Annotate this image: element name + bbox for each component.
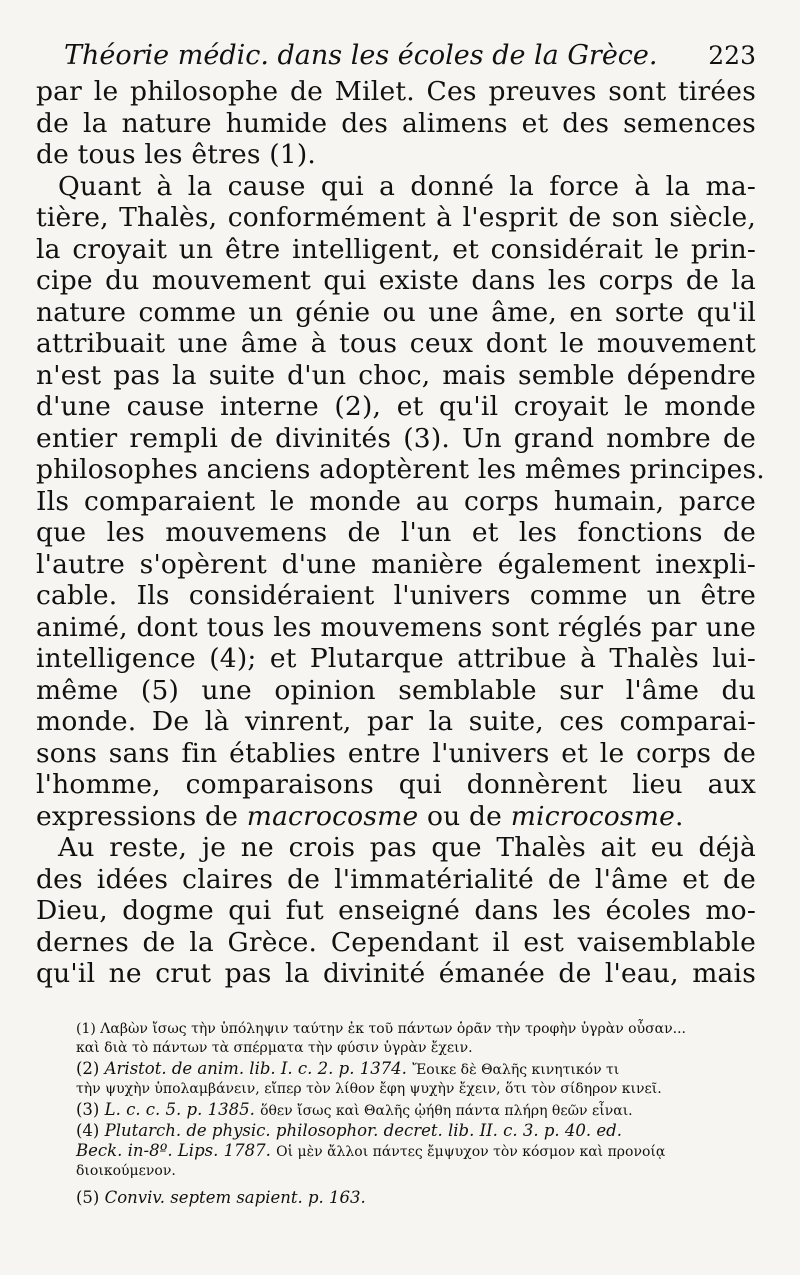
footnote-3-number: (3) xyxy=(76,1099,100,1119)
footnote-2-reference: Aristot. de anim. lib. I. c. 2. p. 1374. xyxy=(104,1058,407,1078)
body-line: que les mouvemens de l'un et les fonctions de xyxy=(36,517,756,548)
body-line: nature comme un génie ou une âme, en sorte qu'il xyxy=(36,296,756,328)
body-line: sons sans fin établies entre l'univers et le corps de xyxy=(36,737,756,769)
footnote-1-line-2: καὶ διὰ τὸ πάντων τὰ σπέρματα τὴν φύσιν ὑγρὰν ἔχειν. xyxy=(76,1040,473,1056)
body-line: par le philosophe de Milet. Ces preuves sont tirées xyxy=(36,76,756,107)
expr-mid: ou de xyxy=(418,800,511,832)
body-line: dernes de la Grèce. Cependant il est vaisemblable xyxy=(36,926,756,958)
footnote-4-reference: Plutarch. de physic. philosophor. decret. lib. II. c. 3. p. 40. ed. xyxy=(104,1121,622,1140)
page-number: 223 xyxy=(708,41,756,70)
footnote-4-line-3: διοικούμενον. xyxy=(76,1163,176,1179)
body-line: Au reste, je ne crois pas que Thalès ait eu déjà xyxy=(58,832,756,863)
body-line: Quant à la cause qui a donné la force à la ma- xyxy=(58,170,756,202)
footnote-2-number: (2) xyxy=(76,1058,100,1078)
footnote-4-line-2 xyxy=(36,1141,756,1163)
footnote-2-line-1 xyxy=(36,1059,756,1081)
body-line: l'autre s'opèrent d'une manière également inexpli- xyxy=(36,548,756,580)
body-line: Ils comparaient le monde au corps humain, parce xyxy=(36,485,756,517)
body-line: n'est pas la suite d'un choc, mais semble dépendre xyxy=(36,359,756,391)
footnote-2-greek: Ἔοικε δὲ Θαλῆς κινητικόν τι xyxy=(412,1061,620,1078)
body-line: monde. De là vinrent, par la suite, ces comparai- xyxy=(36,706,756,737)
footnote-4-number: (4) xyxy=(76,1121,100,1140)
body-line: entier rempli de divinités (3). Un grand nombre de xyxy=(36,422,756,454)
body-line: même (5) une opinion semblable sur l'âme du xyxy=(36,674,756,706)
term-macrocosme: macrocosme xyxy=(246,800,419,832)
footnote-5 xyxy=(36,1188,756,1208)
term-microcosme: microcosme xyxy=(510,800,675,832)
footnote-4-greek: Οἱ μὲν ἄλλοι πάντες ἔμψυχον τὸν κόσμον καὶ προνοίᾳ xyxy=(276,1143,666,1160)
body-line: de la nature humide des alimens et des semences xyxy=(36,107,756,139)
body-line: d'une cause interne (2), et qu'il croyait le monde xyxy=(36,391,756,422)
body-line: intelligence (4); et Plutarque attribue à Thalès lui- xyxy=(36,643,756,674)
footnote-4-reference-cont: Beck. in-8º. Lips. 1787. xyxy=(76,1140,271,1160)
footnote-3 xyxy=(36,1100,756,1122)
header-title: Théorie médic. dans les écoles de la Grèce. xyxy=(64,40,658,71)
body-line: cipe du mouvement qui existe dans les corps de la xyxy=(36,265,756,296)
footnote-3-greek: ὅθεν ἴσως καὶ Θαλῆς ᾠήθη πάντα πλήρη θεῶν εἶναι. xyxy=(260,1102,633,1119)
footnote-1-line-1: (1) Λαβὼν ἴσως τὴν ὑπόληψιν ταύτην ἐκ τοῦ πάντων ὁρᾶν τὴν τροφὴν ὑγρὰν οὖσαν... xyxy=(76,1020,686,1037)
body-line: animé, dont tous les mouvemens sont réglés par une xyxy=(36,611,756,643)
body-line: de tous les êtres (1). xyxy=(36,139,317,170)
body-line: des idées claires de l'immatérialité de l'âme et de xyxy=(36,863,756,895)
expr-post: . xyxy=(674,800,684,832)
body-line: philosophes anciens adoptèrent les mêmes principes. xyxy=(36,454,765,485)
body-line: l'homme, comparaisons qui donnèrent lieu aux xyxy=(36,769,756,800)
footnote-3-reference: L. c. c. 5. p. 1385. xyxy=(104,1099,255,1119)
footnote-5-number: (5) xyxy=(76,1187,100,1207)
footnote-4-line-1 xyxy=(36,1121,756,1141)
body-line: attribuait une âme à tous ceux dont le mouvement xyxy=(36,328,756,359)
footnote-5-reference: Conviv. septem sapient. p. 163. xyxy=(104,1187,366,1207)
body-line: cable. Ils considéraient l'univers comme un être xyxy=(36,580,756,611)
running-header xyxy=(64,40,756,72)
body-line: la croyait un être intelligent, et considérait le prin- xyxy=(36,233,756,265)
body-line-expressions xyxy=(36,801,756,833)
body-line: qu'il ne crut pas la divinité émanée de l'eau, mais xyxy=(36,958,756,989)
footnotes xyxy=(36,1020,756,1208)
body-line: tière, Thalès, conformément à l'esprit de son siècle, xyxy=(36,202,756,233)
body-text-part-2 xyxy=(36,832,756,990)
footnote-2-line-2: τὴν ψυχὴν ὑπολαμβάνειν, εἴπερ τὸν λίθον ἔφη ψυχὴν ἔχειν, ὅτι τὸν σίδηρον κινεῖ. xyxy=(76,1081,662,1097)
body-text-part-1 xyxy=(36,76,765,801)
body-line: Dieu, dogme qui fut enseigné dans les écoles mo- xyxy=(36,895,756,926)
expr-pre: expressions de xyxy=(36,800,247,832)
